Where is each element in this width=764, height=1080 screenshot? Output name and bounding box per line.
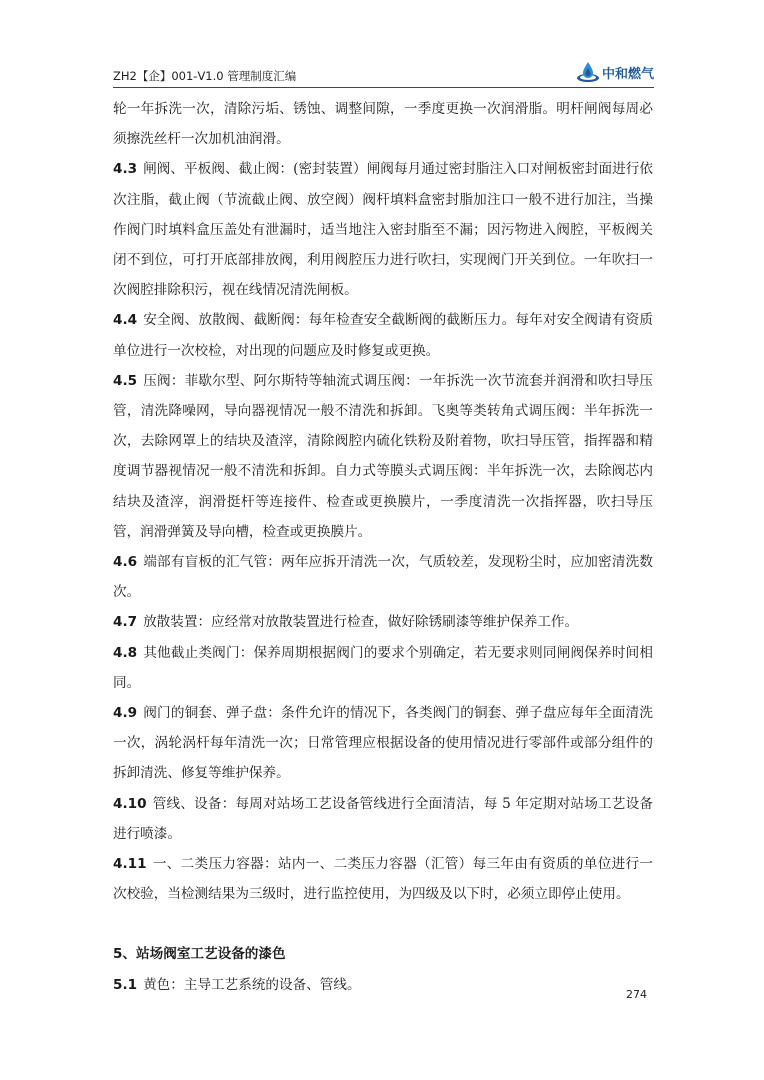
clause-5-1 (113, 970, 653, 1000)
clause-4-3 (113, 154, 653, 305)
clause-text: 一、二类压力容器：站内一、二类压力容器（汇管）每三年由有资质的单位进行一次校验，当检测结果为三级时，进行监控使用，为四级及以下时，必须立即停止使用。 (113, 856, 653, 903)
clause-number: 4.10 (113, 795, 147, 812)
header-divider (113, 87, 654, 88)
clause-4-5 (113, 366, 653, 547)
clause-4-8 (113, 638, 653, 698)
clause-number: 4.7 (113, 614, 138, 631)
clause-text: 放散装置：应经常对放散装置进行检查，做好除锈刷漆等维护保养工作。 (143, 614, 579, 631)
clause-text: 端部有盲板的汇气管：两年应拆开清洗一次，气质较差，发现粉尘时，应加密清洗数次。 (113, 554, 653, 601)
company-logo (576, 60, 654, 84)
document-title: ZH2【企】001-V1.0 管理制度汇编 (113, 69, 297, 83)
clause-text: 阀门的铜套、弹子盘：条件允许的情况下，各类阀门的铜套、弹子盘应每年全面清洗一次，涡轮涡杆每年清洗一次；日常管理应根据设备的使用情况进行零部件或部分组件的拆卸清洗、修复等维护保养。 (113, 705, 653, 782)
clause-number: 4.5 (113, 372, 138, 389)
clause-number: 4.8 (113, 644, 138, 661)
clause-4-4 (113, 305, 653, 365)
clause-4-7 (113, 607, 653, 637)
paragraph-continuation (113, 94, 653, 154)
clause-text: 安全阀、放散阀、截断阀：每年检查安全截断阀的截断压力。每年对安全阀请有资质单位进行一次校检，对出现的问题应及时修复或更换。 (113, 312, 653, 359)
document-body (113, 94, 653, 1000)
clause-number: 4.3 (113, 161, 138, 178)
page-header (113, 60, 654, 86)
clause-4-9 (113, 698, 653, 789)
clause-4-10 (113, 789, 653, 849)
paragraph-text: 轮一年拆洗一次，清除污垢、锈蚀、调整间隙，一季度更换一次润滑脂。明杆闸阀每周必须擦洗丝杆一次加机油润滑。 (113, 101, 653, 148)
clause-number: 4.6 (113, 554, 138, 571)
clause-text: 黄色：主导工艺系统的设备、管线。 (143, 976, 361, 993)
clause-text: 闸阀、平板阀、截止阀：(密封装置）闸阀每月通过密封脂注入口对闸板密封面进行依次注脂，截止阀（节流截止阀、放空阀）阀杆填料盒密封脂加注口一般不进行加注，当操作阀门时填料盒压盖处有泄漏时，适当地注入密封脂至不漏；因污物进入阀腔，平板阀关闭不到位，可打开底部排放阀，利用阀腔压力进行吹扫，实现阀门开关到位。一年吹扫一次阀腔排除积污，视在线情况清洗闸板。 (113, 161, 653, 299)
flame-drop-icon (576, 61, 600, 83)
logo-text: 中和燃气 (601, 66, 654, 82)
section-heading: 5、站场阀室工艺设备的漆色 (113, 946, 286, 963)
clause-4-11 (113, 849, 653, 909)
clause-text: 其他截止类阀门：保养周期根据阀门的要求个别确定，若无要求则同闸阀保养时间相同。 (113, 644, 653, 691)
clause-text: 压阀：菲歇尔型、阿尔斯特等轴流式调压阀：一年拆洗一次节流套并润滑和吹扫导压管，清洗降噪网，导向器视情况一般不清洗和拆卸。飞奥等类转角式调压阀：半年拆洗一次，去除网罩上的结块及渣滓，清除阀腔内硫化铁粉及附着物，吹扫导压管，指挥器和精度调节器视情况一般不清洗和拆卸。自力式等膜头式调压阀：半年拆洗一次，去除阀芯内结块及渣滓，润滑挺杆等连接件、检查或更换膜片，一季度清洗一次指挥器，吹扫导压管，润滑弹簧及导向槽，检查或更换膜片。 (113, 372, 653, 540)
clause-text: 管线、设备：每周对站场工艺设备管线进行全面清洁，每 5 年定期对站场工艺设备进行喷漆。 (113, 795, 653, 842)
clause-number: 5.1 (113, 976, 138, 993)
clause-4-6 (113, 547, 653, 607)
clause-number: 4.11 (113, 856, 147, 873)
clause-number: 4.9 (113, 705, 138, 722)
page-number: 274 (626, 988, 647, 1001)
clause-number: 4.4 (113, 312, 138, 329)
